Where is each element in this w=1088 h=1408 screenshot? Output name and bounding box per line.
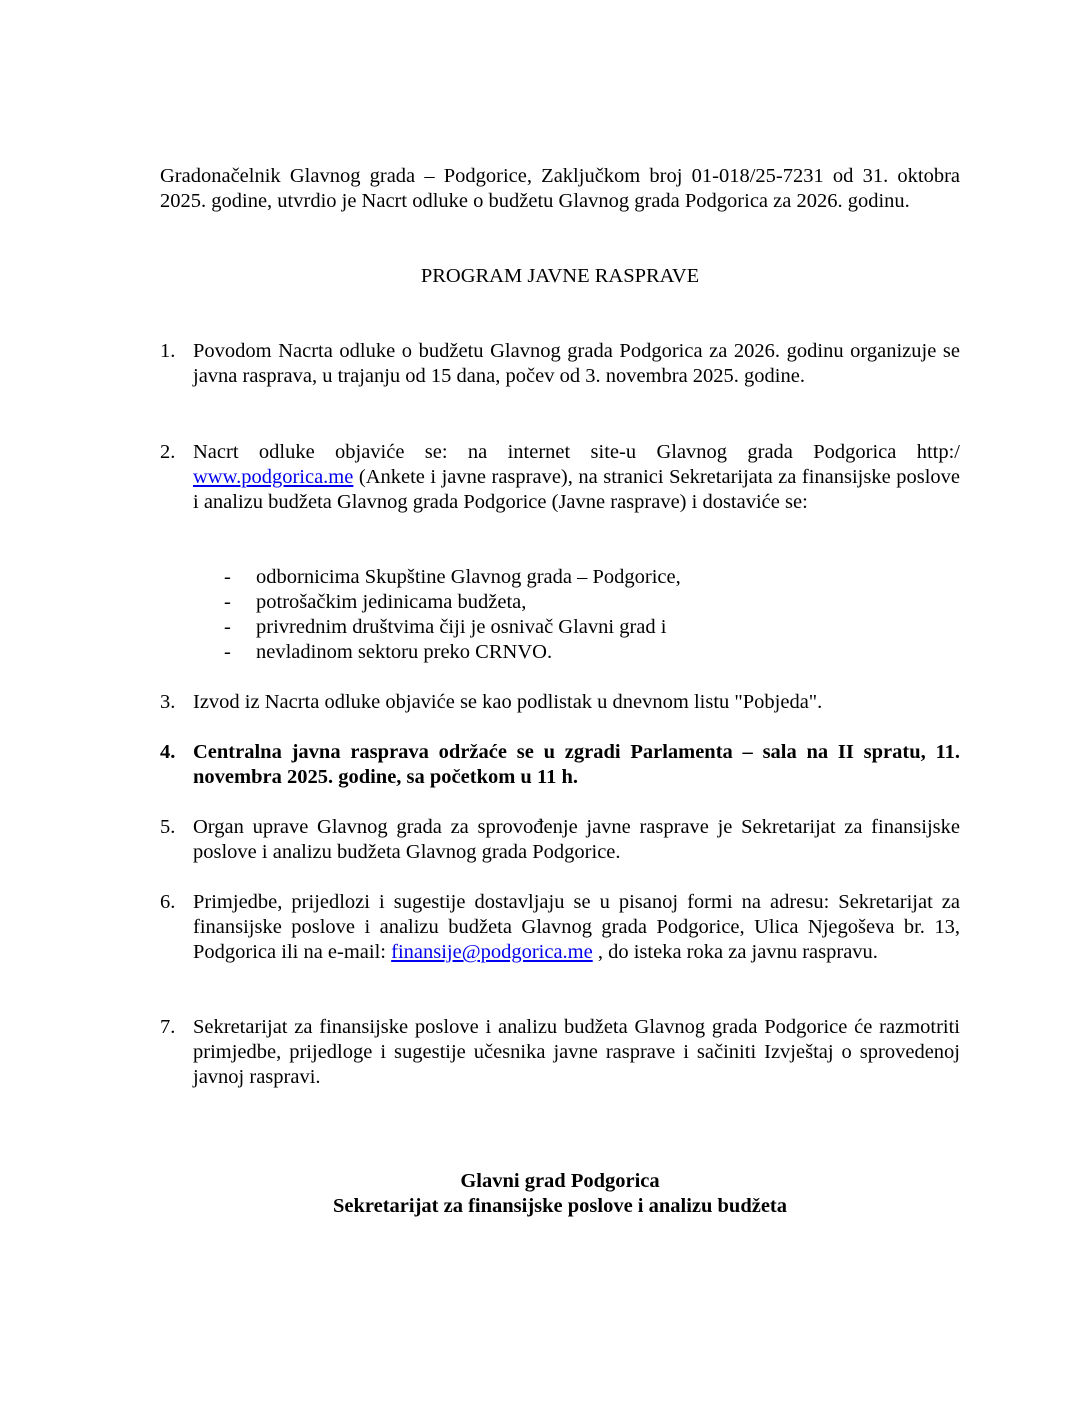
item-text-part: (Ankete i javne rasprave), na stranici Sekretarijata za finansijske poslove i analizu budžeta Glavnog grada Podgorice (Javne rasprave) i dostaviće se:	[193, 466, 960, 513]
item-number: 3.	[160, 691, 176, 713]
footer-organization: Glavni grad Podgorica	[460, 1170, 660, 1192]
item-number: 5.	[160, 816, 176, 838]
bullet-item	[224, 565, 924, 590]
list-item	[160, 890, 960, 965]
item-text: Izvod iz Nacrta odluke objaviće se kao podlistak u dnevnom listu "Pobjeda".	[193, 691, 823, 713]
item-text: Centralna javna rasprava održaće se u zgradi Parlamenta – sala na II spratu, 11. novembra 2025. godine, sa početkom u 11 h.	[193, 741, 960, 788]
item-text: Povodom Nacrta odluke o budžetu Glavnog grada Podgorica za 2026. godinu organizuje se javna rasprava, u trajanju od 15 dana, počev od 3. novembra 2025. godine.	[193, 340, 960, 387]
website-link[interactable]: www.podgorica.me	[193, 466, 354, 488]
list-item	[160, 690, 960, 715]
bullet-text: nevladinom sektoru preko CRNVO.	[256, 641, 553, 663]
item-text: Sekretarijat za finansijske poslove i analizu budžeta Glavnog grada Podgorice će razmotriti primjedbe, prijedloge i sugestije učesnika javne rasprave i sačiniti Izvještaj o sprovedenoj javnoj raspravi.	[193, 1016, 960, 1088]
item-text	[193, 890, 960, 965]
intro-paragraph: Gradonačelnik Glavnog grada – Podgorice, Zaključkom broj 01-018/25-7231 od 31. oktobra 2025. godine, utvrdio je Nacrt odluke o budžetu Glavnog grada Podgorica za 2026. godinu.	[160, 165, 960, 212]
bullet-item	[224, 590, 924, 615]
item-text-part: , do isteka roka za javnu raspravu.	[592, 941, 878, 963]
item-number: 6.	[160, 891, 176, 913]
bullet-text: privrednim društvima čiji je osnivač Glavni grad i	[256, 616, 667, 638]
list-item	[160, 440, 960, 515]
item-text	[193, 440, 960, 515]
bullet-text: odbornicima Skupštine Glavnog grada – Podgorice,	[256, 566, 681, 588]
list-item	[160, 1015, 960, 1090]
email-link[interactable]: finansije@podgorica.me	[391, 941, 593, 963]
dash: -	[224, 616, 231, 638]
dash: -	[224, 566, 231, 588]
item-number: 4.	[160, 741, 176, 763]
document-title: PROGRAM JAVNE RASPRAVE	[420, 265, 700, 287]
list-item	[160, 815, 960, 865]
item-text: Organ uprave Glavnog grada za sprovođenje javne rasprave je Sekretarijat za finansijske poslove i analizu budžeta Glavnog grada Podgorice.	[193, 816, 960, 863]
bullet-item	[224, 615, 924, 640]
item-number: 7.	[160, 1016, 176, 1038]
footer-department: Sekretarijat za finansijske poslove i analizu budžeta	[332, 1195, 788, 1217]
item-text-part: Primjedbe, prijedlozi i sugestije dostavljaju se u pisanoj formi na adresu: Sekretarijat za finansijske poslove i analizu budžeta Glavnog grada Podgorice, Ulica Njegoševa br. 13, Podgorica ili na e-mail:	[193, 891, 960, 963]
bullet-item	[224, 640, 924, 665]
item-number: 1.	[160, 340, 176, 362]
list-item	[160, 339, 960, 389]
dash: -	[224, 591, 231, 613]
dash: -	[224, 641, 231, 663]
recipient-list	[224, 565, 924, 665]
item-number: 2.	[160, 441, 176, 463]
list-item	[160, 740, 960, 790]
bullet-text: potrošačkim jedinicama budžeta,	[256, 591, 527, 613]
item-text-part: Nacrt odluke objaviće se: na internet site-u Glavnog grada Podgorica http:/	[193, 441, 960, 463]
